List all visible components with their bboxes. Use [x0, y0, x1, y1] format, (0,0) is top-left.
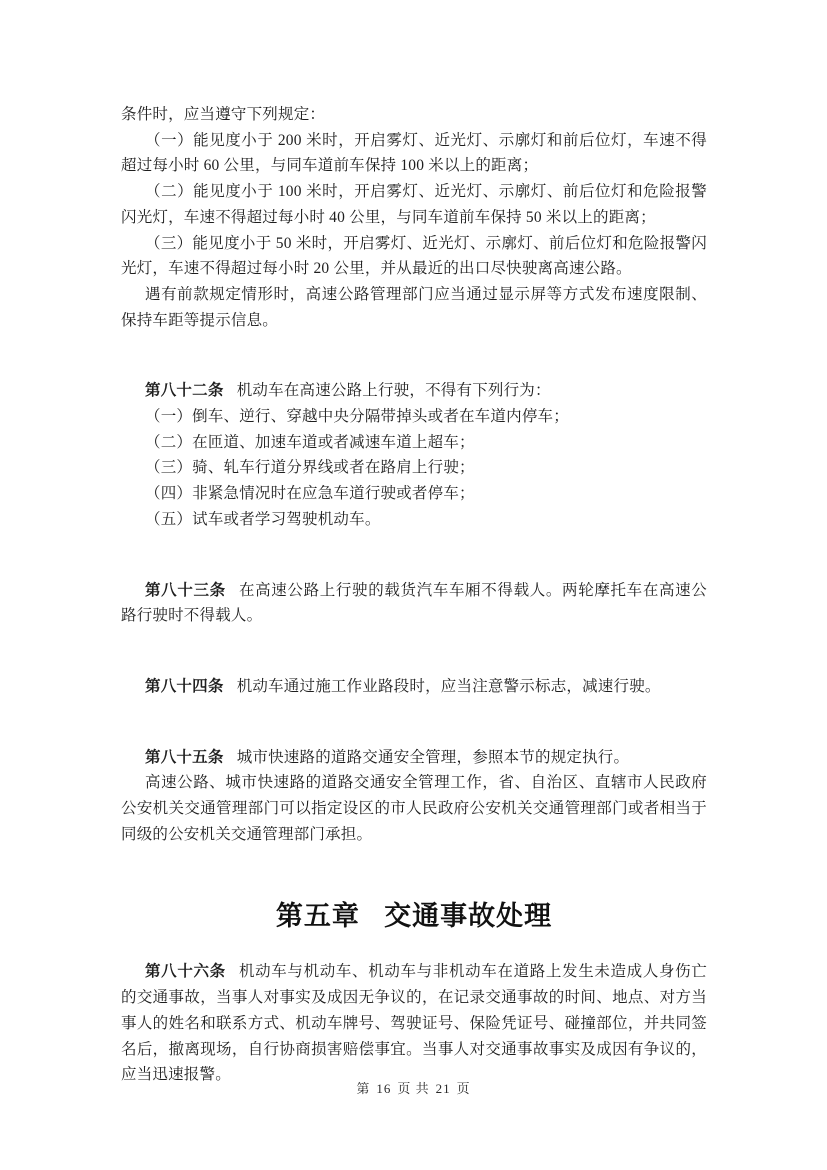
- article-82: [121, 378, 707, 532]
- page-footer: [0, 1080, 827, 1098]
- article-85-paragraph-2: 高速公路、城市快速路的道路交通安全管理工作，省、自治区、直辖市人民政府公安机关交通管理部门可以指定设区的市人民政府公安机关交通管理部门或者相当于同级的公安机关交通管理部门承担。: [121, 774, 707, 843]
- article-85-label: 第八十五条: [145, 748, 224, 766]
- article-85-lead: [121, 745, 707, 771]
- article-86: [121, 959, 707, 1088]
- article-86-lead: [121, 959, 707, 1088]
- document-content: [121, 102, 707, 1088]
- article-83-text: 在高速公路上行驶的载货汽车车厢不得载人。两轮摩托车在高速公路行驶时不得载人。: [121, 581, 707, 625]
- article-84-text: 机动车通过施工作业路段时，应当注意警示标志，减速行驶。: [236, 677, 661, 695]
- chapter-number: 第五章: [275, 901, 360, 932]
- article-82-lead: [121, 378, 707, 404]
- visibility-rule-item-2: （二）能见度小于 100 米时，开启雾灯、近光灯、示廓灯、前后位灯和危险报警闪光灯，车速不得超过每小时 40 公里，与同车道前车保持 50 米以上的距离；: [121, 183, 707, 226]
- article-84: [121, 674, 707, 700]
- article-82-label: 第八十二条: [145, 382, 224, 400]
- article-86-label: 第八十六条: [145, 963, 226, 981]
- article-82-item-4: （四）非紧急情况时在应急车道行驶或者停车；: [145, 485, 475, 503]
- visibility-rule-item-3: （三）能见度小于 50 米时，开启雾灯、近光灯、示廓灯、前后位灯和危险报警闪光灯，车速不得超过每小时 20 公里，并从最近的出口尽快驶离高速公路。: [121, 234, 707, 278]
- page-label-middle: 页 共: [397, 1081, 430, 1096]
- article-83: [121, 578, 707, 629]
- visibility-rule-closing: 遇有前款规定情形时，高速公路管理部门应当通过显示屏等方式发布速度限制、保持车距等提示信息。: [121, 285, 707, 329]
- article-84-label: 第八十四条: [145, 677, 224, 695]
- article-82-text: 机动车在高速公路上行驶，不得有下列行为：: [236, 382, 551, 400]
- article-82-item-3: （三）骑、轧车行道分界线或者在路肩上行驶；: [145, 459, 475, 477]
- total-page-count: 21: [435, 1081, 451, 1096]
- chapter-heading: [121, 898, 707, 934]
- page-label-prefix: 第: [356, 1081, 371, 1096]
- article-83-label: 第八十三条: [145, 581, 226, 599]
- continuation-paragraph: 条件时，应当遵守下列规定：: [121, 106, 326, 123]
- article-85-text: 城市快速路的道路交通安全管理，参照本节的规定执行。: [236, 748, 630, 766]
- article-84-lead: [121, 674, 707, 700]
- article-86-text: 机动车与机动车、机动车与非机动车在道路上发生未造成人身伤亡的交通事故，当事人对事实及成因无争议的，在记录交通事故的时间、地点、对方当事人的姓名和联系方式、机动车牌号、驾驶证号、保险凭证号、碰撞部位，并共同签名后，撤离现场，自行协商损害赔偿事宜。当事人对交通事故事实及成因有争议的，应当迅速报警。: [121, 963, 707, 1084]
- article-82-item-2: （二）在匝道、加速车道或者减速车道上超车；: [145, 433, 475, 451]
- visibility-rule-item-1: （一）能见度小于 200 米时，开启雾灯、近光灯、示廓灯和前后位灯，车速不得超过每小时 60 公里，与同车道前车保持 100 米以上的距离；: [121, 131, 707, 175]
- article-82-item-1: （一）倒车、逆行、穿越中央分隔带掉头或者在车道内停车；: [145, 408, 569, 426]
- page-label-suffix: 页: [456, 1081, 471, 1096]
- current-page-number: 16: [376, 1081, 392, 1096]
- article-85: [121, 745, 707, 848]
- article-83-lead: [121, 578, 707, 629]
- chapter-title: 交通事故处理: [384, 901, 553, 932]
- article-82-item-5: （五）试车或者学习驾驶机动车。: [145, 510, 381, 528]
